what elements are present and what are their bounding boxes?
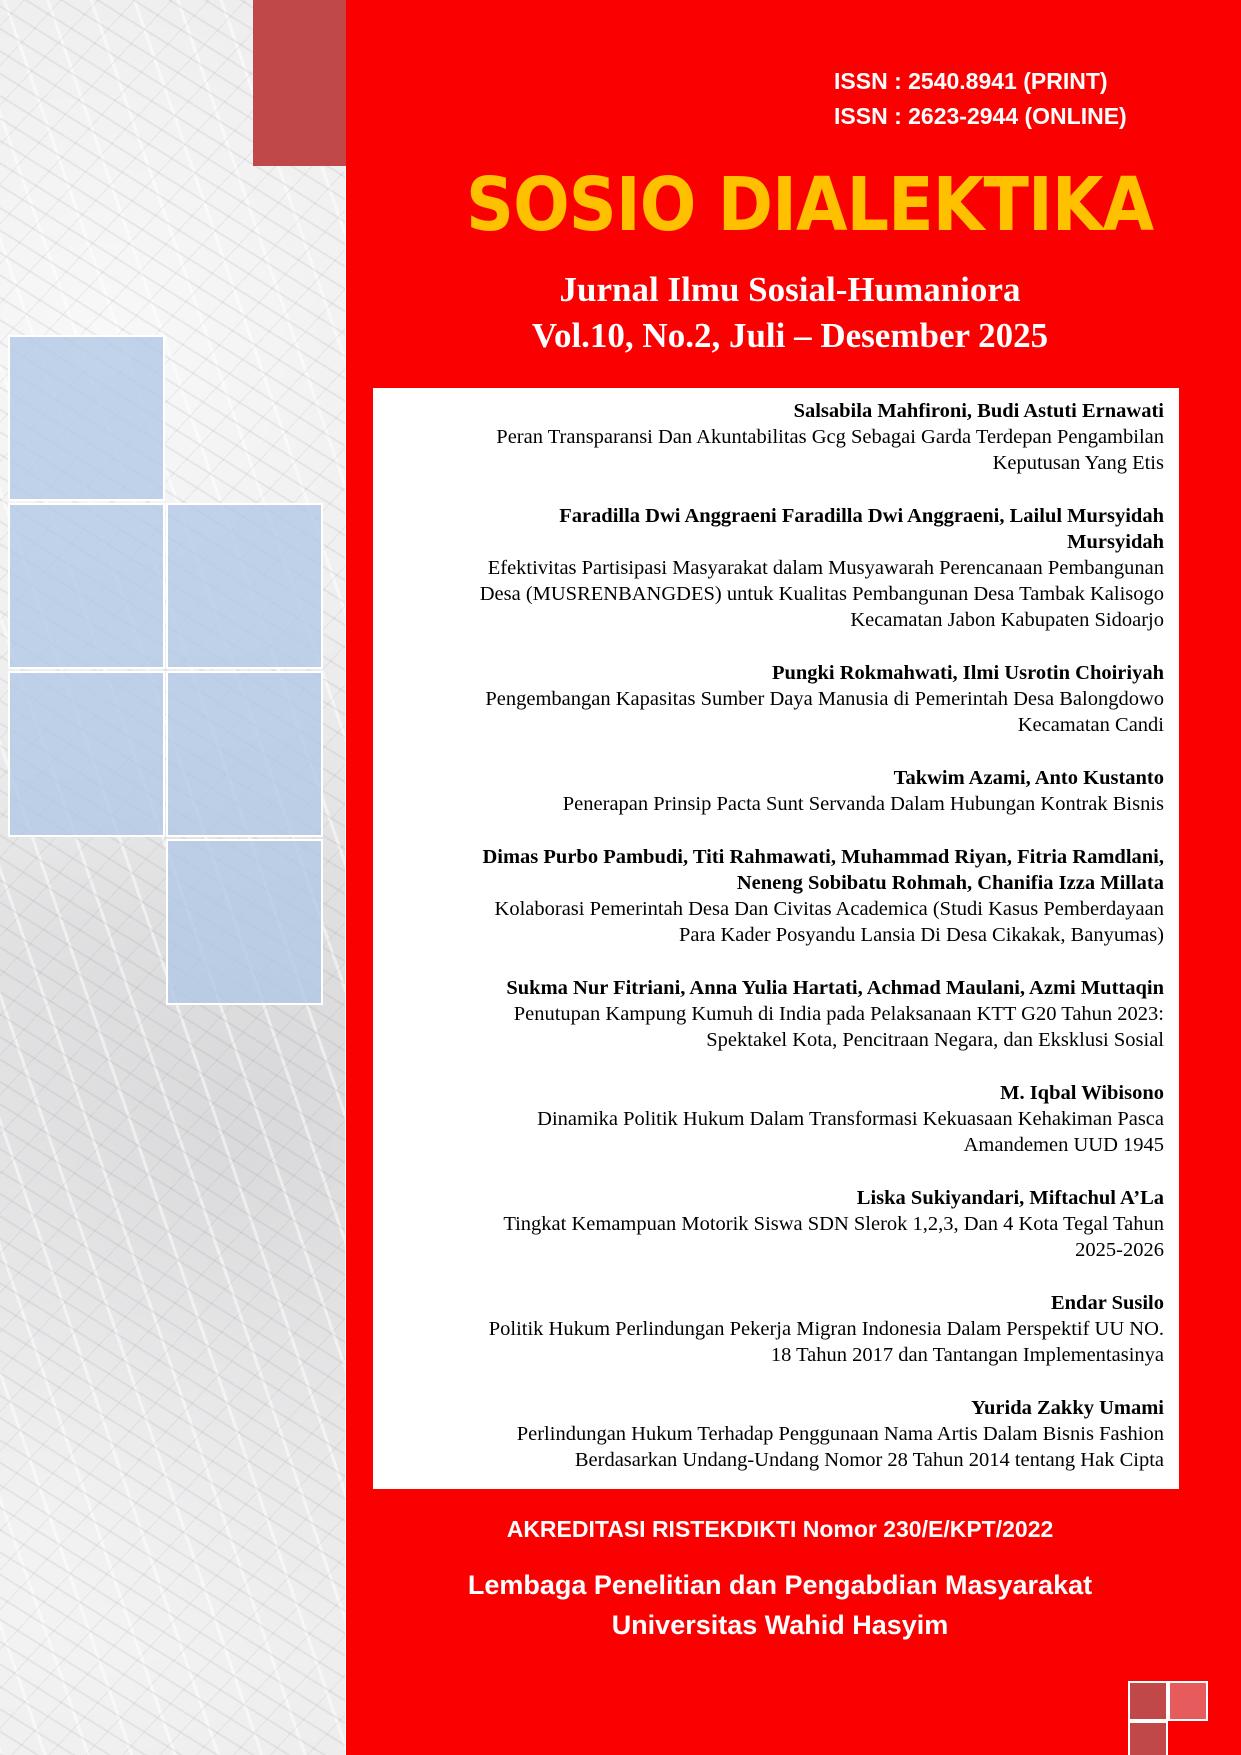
decorative-square	[1128, 1721, 1168, 1755]
article-authors: Mursyidah	[1067, 531, 1164, 553]
article-title: Desa (MUSRENBANGDES) untuk Kualitas Pembangunan Desa Tambak Kalisogo	[479, 583, 1164, 605]
article-authors: Faradilla Dwi Anggraeni Faradilla Dwi Anggraeni, Lailul Mursyidah	[559, 505, 1164, 527]
table-of-contents	[373, 388, 1179, 1489]
article-title: Kecamatan Jabon Kabupaten Sidoarjo	[850, 609, 1164, 631]
article-title: Para Kader Posyandu Lansia Di Desa Cikakak, Banyumas)	[678, 924, 1164, 946]
issn-online: ISSN : 2623-2944 (ONLINE)	[834, 103, 1127, 129]
institution-line-2: Universitas Wahid Hasyim	[611, 1610, 949, 1640]
article-title: Keputusan Yang Etis	[992, 452, 1164, 474]
blue-tile	[8, 671, 165, 837]
article-entry	[388, 1290, 1164, 1368]
article-title: Perlindungan Hukum Terhadap Penggunaan Nama Artis Dalam Bisnis Fashion	[516, 1423, 1164, 1445]
article-title: Pengembangan Kapasitas Sumber Daya Manusia di Pemerintah Desa Balongdowo	[485, 688, 1164, 710]
article-title: Dinamika Politik Hukum Dalam Transformasi Kekuasaan Kehakiman Pasca	[537, 1108, 1164, 1130]
article-title: Amandemen UUD 1945	[963, 1134, 1164, 1156]
blue-tile	[8, 503, 165, 669]
article-title: Spektakel Kota, Pencitraan Negara, dan Eksklusi Sosial	[706, 1029, 1164, 1051]
article-authors: Neneng Sobibatu Rohmah, Chanifia Izza Millata	[736, 872, 1164, 894]
article-title: Berdasarkan Undang-Undang Nomor 28 Tahun 2014 tentang Hak Cipta	[574, 1449, 1164, 1471]
article-title: Peran Transparansi Dan Akuntabilitas Gcg Sebagai Garda Terdepan Pengambilan	[496, 426, 1164, 448]
article-title: Kolaborasi Pemerintah Desa Dan Civitas Academica (Studi Kasus Pemberdayaan	[494, 898, 1164, 920]
article-authors: Yurida Zakky Umami	[971, 1397, 1164, 1419]
institution-line-1: Lembaga Penelitian dan Pengabdian Masyarakat	[467, 1570, 1093, 1600]
article-title: Penutupan Kampung Kumuh di India pada Pelaksanaan KTT G20 Tahun 2023:	[513, 1003, 1164, 1025]
article-authors: Pungki Rokmahwati, Ilmi Usrotin Choiriyah	[771, 662, 1164, 684]
article-entry	[388, 1185, 1164, 1263]
journal-subtitle: Jurnal Ilmu Sosial-Humaniora	[559, 270, 1021, 309]
article-entry	[388, 398, 1164, 476]
article-authors: Liska Sukiyandari, Miftachul A’La	[856, 1187, 1164, 1209]
article-entry	[388, 1080, 1164, 1158]
blue-tile	[166, 503, 323, 669]
article-entry	[388, 660, 1164, 738]
blue-tile	[166, 839, 323, 1005]
journal-volume: Vol.10, No.2, Juli – Desember 2025	[531, 316, 1049, 355]
article-entry	[388, 503, 1164, 633]
decorative-square	[1128, 1681, 1168, 1721]
accreditation-text: AKREDITASI RISTEKDIKTI Nomor 230/E/KPT/2022	[506, 1516, 1054, 1542]
article-authors: Dimas Purbo Pambudi, Titi Rahmawati, Muhammad Riyan, Fitria Ramdlani,	[482, 846, 1164, 868]
article-title: Efektivitas Partisipasi Masyarakat dalam Musyawarah Perencanaan Pembangunan	[487, 557, 1164, 579]
article-entry	[388, 844, 1164, 948]
issn-print: ISSN : 2540.8941 (PRINT)	[834, 68, 1108, 94]
article-title: Penerapan Prinsip Pacta Sunt Servanda Dalam Hubungan Kontrak Bisnis	[562, 793, 1164, 815]
article-title: Kecamatan Candi	[1017, 714, 1164, 736]
decorative-block	[253, 0, 346, 166]
article-authors: Takwim Azami, Anto Kustanto	[893, 767, 1164, 789]
article-authors: Endar Susilo	[1050, 1292, 1164, 1314]
article-entry	[388, 1395, 1164, 1473]
article-authors: Salsabila Mahfironi, Budi Astuti Ernawati	[793, 400, 1164, 422]
article-authors: M. Iqbal Wibisono	[1000, 1082, 1164, 1104]
article-title: Tingkat Kemampuan Motorik Siswa SDN Slerok 1,2,3, Dan 4 Kota Tegal Tahun	[503, 1213, 1164, 1235]
article-entry	[388, 765, 1164, 817]
blue-tile	[8, 335, 165, 501]
journal-title: SOSIO DIALEKTIKA	[466, 162, 1154, 248]
decorative-square	[1168, 1681, 1208, 1721]
blue-tile	[166, 671, 323, 837]
article-title: Politik Hukum Perlindungan Pekerja Migran Indonesia Dalam Perspektif UU NO.	[488, 1318, 1164, 1340]
article-title: 18 Tahun 2017 dan Tantangan Implementasinya	[770, 1344, 1164, 1366]
article-entry	[388, 975, 1164, 1053]
article-title: 2025-2026	[1075, 1239, 1164, 1261]
article-authors: Sukma Nur Fitriani, Anna Yulia Hartati, Achmad Maulani, Azmi Muttaqin	[506, 977, 1164, 999]
